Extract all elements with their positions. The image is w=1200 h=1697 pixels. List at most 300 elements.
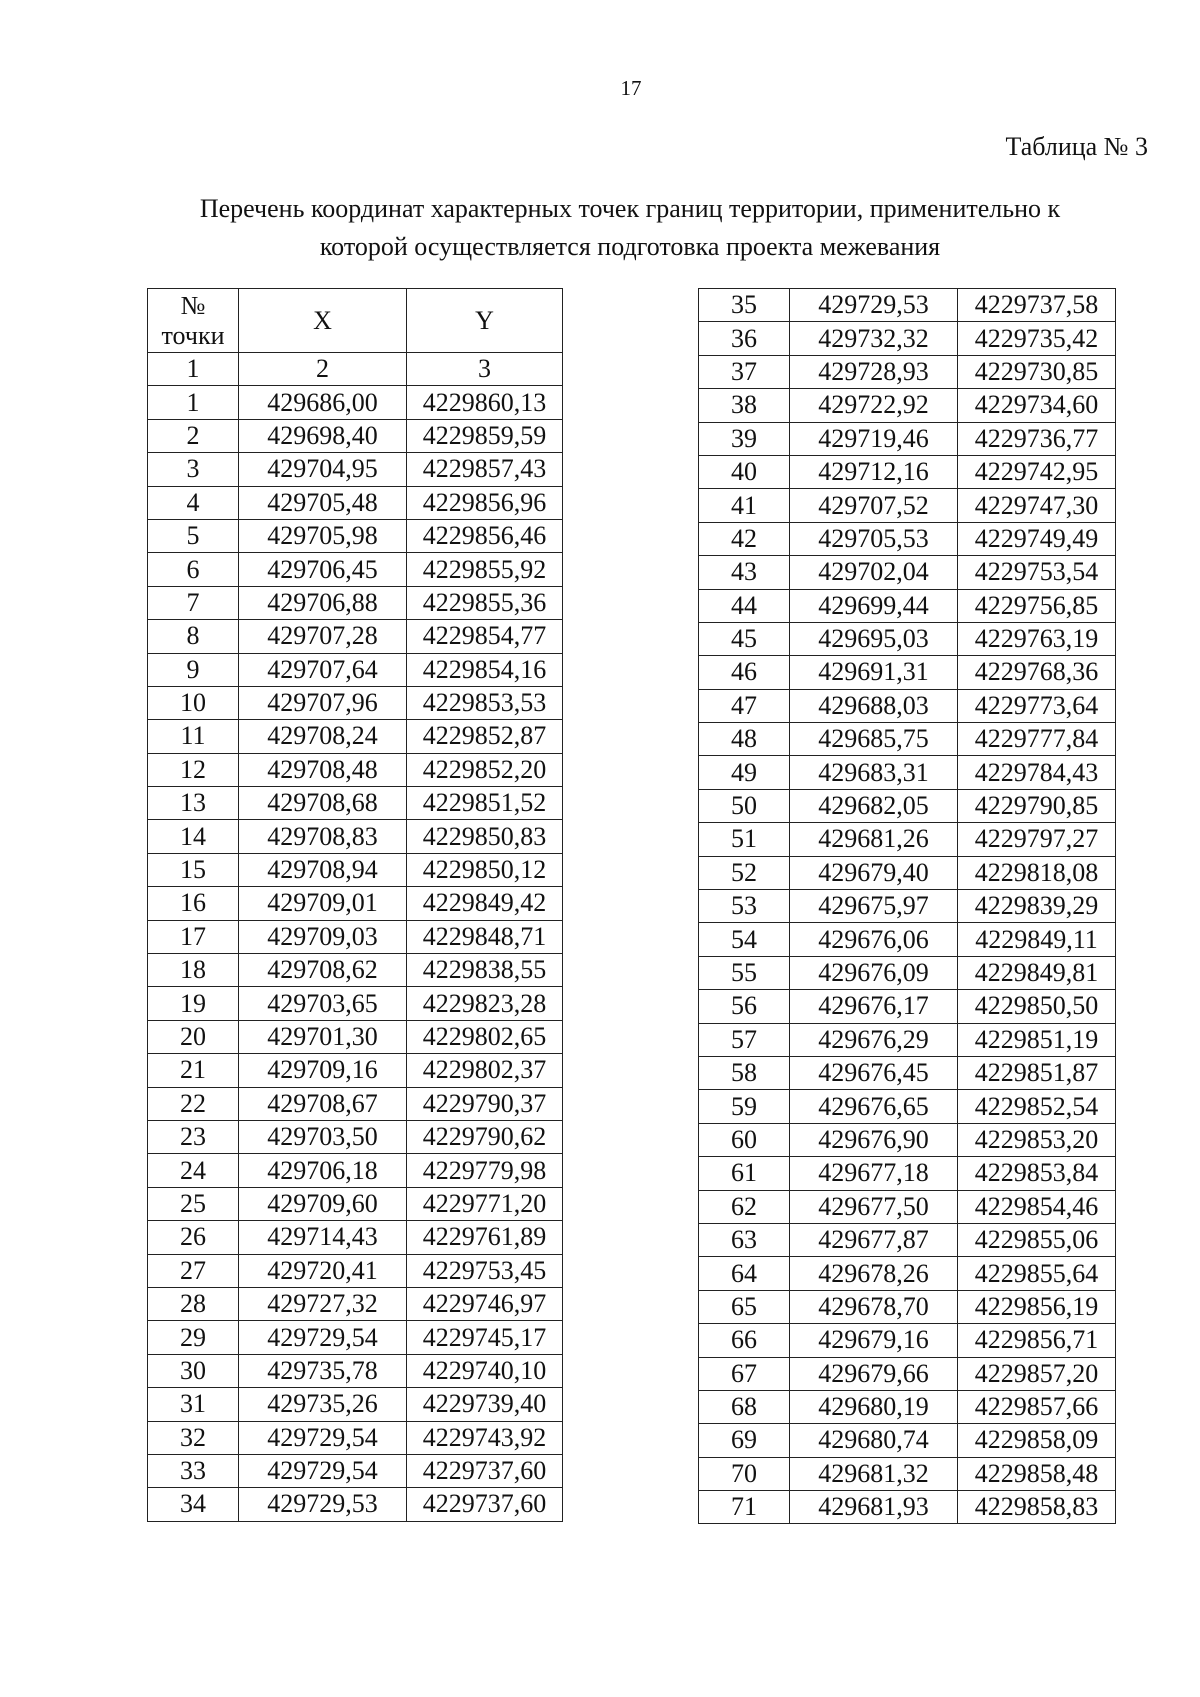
y-coordinate-cell: 4229753,54 [958,556,1116,589]
x-coordinate-cell: 429729,53 [239,1488,407,1521]
point-number-cell: 69 [699,1424,790,1457]
x-coordinate-cell: 429676,09 [790,956,958,989]
y-coordinate-cell: 4229802,65 [407,1020,563,1053]
x-coordinate-cell: 429704,95 [239,453,407,486]
table-row [699,389,1116,422]
y-coordinate-cell: 4229859,59 [407,419,563,452]
table-row [699,1123,1116,1156]
y-coordinate-cell: 4229839,29 [958,890,1116,923]
table-row [148,620,563,653]
y-coordinate-cell: 4229851,52 [407,787,563,820]
table-header-row [148,289,563,353]
y-coordinate-cell: 4229768,36 [958,656,1116,689]
table-row [148,920,563,953]
y-coordinate-cell: 4229856,96 [407,486,563,519]
y-coordinate-cell: 4229849,11 [958,923,1116,956]
point-number-cell: 17 [148,920,239,953]
table-row [699,1257,1116,1290]
header-point-number [148,289,239,353]
y-coordinate-cell: 4229737,60 [407,1454,563,1487]
y-coordinate-cell: 4229857,20 [958,1357,1116,1390]
point-number-cell: 67 [699,1357,790,1390]
x-coordinate-cell: 429727,32 [239,1287,407,1320]
y-coordinate-cell: 4229858,48 [958,1457,1116,1490]
x-coordinate-cell: 429676,65 [790,1090,958,1123]
header-x: X [239,289,407,353]
point-number-cell: 65 [699,1290,790,1323]
y-coordinate-cell: 4229854,77 [407,620,563,653]
table-row [699,756,1116,789]
table-row [148,1020,563,1053]
x-coordinate-cell: 429714,43 [239,1221,407,1254]
y-coordinate-cell: 4229854,16 [407,653,563,686]
x-coordinate-cell: 429708,83 [239,820,407,853]
y-coordinate-cell: 4229797,27 [958,823,1116,856]
x-coordinate-cell: 429707,64 [239,653,407,686]
point-number-cell: 71 [699,1491,790,1524]
column-index: 2 [239,353,407,386]
point-number-cell: 40 [699,455,790,488]
table-row [699,1223,1116,1256]
coordinates-table-right [698,288,1116,1524]
x-coordinate-cell: 429728,93 [790,355,958,388]
y-coordinate-cell: 4229855,92 [407,553,563,586]
point-number-cell: 23 [148,1120,239,1153]
y-coordinate-cell: 4229790,85 [958,789,1116,822]
x-coordinate-cell: 429707,96 [239,686,407,719]
x-coordinate-cell: 429706,18 [239,1154,407,1187]
table-row [148,1287,563,1320]
table-row [148,1254,563,1287]
x-coordinate-cell: 429701,30 [239,1020,407,1053]
point-number-cell: 43 [699,556,790,589]
page-number: 17 [620,76,642,100]
x-coordinate-cell: 429678,70 [790,1290,958,1323]
y-coordinate-cell: 4229777,84 [958,723,1116,756]
y-coordinate-cell: 4229761,89 [407,1221,563,1254]
title-line-1: Перечень координат характерных точек границ территории, применительно к [199,194,1061,223]
y-coordinate-cell: 4229730,85 [958,355,1116,388]
x-coordinate-cell: 429677,50 [790,1190,958,1223]
table-row [699,656,1116,689]
x-coordinate-cell: 429708,94 [239,853,407,886]
table-row [699,1424,1116,1457]
x-coordinate-cell: 429679,40 [790,856,958,889]
x-coordinate-cell: 429681,93 [790,1491,958,1524]
point-number-cell: 2 [148,419,239,452]
x-coordinate-cell: 429708,68 [239,787,407,820]
x-coordinate-cell: 429708,48 [239,753,407,786]
table-row [699,1290,1116,1323]
table-row [148,1354,563,1387]
point-number-cell: 48 [699,723,790,756]
x-coordinate-cell: 429686,00 [239,386,407,419]
table-row [148,419,563,452]
x-coordinate-cell: 429682,05 [790,789,958,822]
y-coordinate-cell: 4229740,10 [407,1354,563,1387]
y-coordinate-cell: 4229848,71 [407,920,563,953]
point-number-cell: 27 [148,1254,239,1287]
point-number-cell: 41 [699,489,790,522]
y-coordinate-cell: 4229858,83 [958,1491,1116,1524]
x-coordinate-cell: 429735,26 [239,1388,407,1421]
y-coordinate-cell: 4229850,12 [407,853,563,886]
x-coordinate-cell: 429679,16 [790,1324,958,1357]
point-number-cell: 55 [699,956,790,989]
y-coordinate-cell: 4229773,64 [958,689,1116,722]
y-coordinate-cell: 4229737,58 [958,289,1116,322]
x-coordinate-cell: 429676,90 [790,1123,958,1156]
y-coordinate-cell: 4229784,43 [958,756,1116,789]
table-row [699,622,1116,655]
table-row [148,586,563,619]
point-number-cell: 16 [148,887,239,920]
point-number-cell: 50 [699,789,790,822]
y-coordinate-cell: 4229735,42 [958,322,1116,355]
point-number-cell: 25 [148,1187,239,1220]
y-coordinate-cell: 4229850,50 [958,990,1116,1023]
x-coordinate-cell: 429698,40 [239,419,407,452]
point-number-cell: 59 [699,1090,790,1123]
x-coordinate-cell: 429707,52 [790,489,958,522]
point-number-cell: 29 [148,1321,239,1354]
table-row [148,486,563,519]
document-title [130,190,1130,266]
x-coordinate-cell: 429709,03 [239,920,407,953]
x-coordinate-cell: 429675,97 [790,890,958,923]
y-coordinate-cell: 4229838,55 [407,954,563,987]
x-coordinate-cell: 429735,78 [239,1354,407,1387]
y-coordinate-cell: 4229802,37 [407,1054,563,1087]
point-number-cell: 9 [148,653,239,686]
y-coordinate-cell: 4229749,49 [958,522,1116,555]
table-label: Таблица № 3 [1005,132,1148,161]
x-coordinate-cell: 429712,16 [790,455,958,488]
table-row [699,1190,1116,1223]
point-number-cell: 3 [148,453,239,486]
y-coordinate-cell: 4229753,45 [407,1254,563,1287]
y-coordinate-cell: 4229763,19 [958,622,1116,655]
point-number-cell: 11 [148,720,239,753]
y-coordinate-cell: 4229743,92 [407,1421,563,1454]
point-number-cell: 7 [148,586,239,619]
x-coordinate-cell: 429709,60 [239,1187,407,1220]
table-row [699,1357,1116,1390]
table-row [699,723,1116,756]
x-coordinate-cell: 429676,06 [790,923,958,956]
table-row [699,823,1116,856]
x-coordinate-cell: 429676,17 [790,990,958,1023]
table-row [699,455,1116,488]
y-coordinate-cell: 4229852,20 [407,753,563,786]
x-coordinate-cell: 429722,92 [790,389,958,422]
table-row [699,689,1116,722]
table-row [699,789,1116,822]
x-coordinate-cell: 429685,75 [790,723,958,756]
point-number-cell: 54 [699,923,790,956]
point-number-cell: 51 [699,823,790,856]
y-coordinate-cell: 4229855,06 [958,1223,1116,1256]
column-index: 1 [148,353,239,386]
x-coordinate-cell: 429691,31 [790,656,958,689]
point-number-cell: 37 [699,355,790,388]
point-number-cell: 57 [699,1023,790,1056]
x-coordinate-cell: 429677,18 [790,1157,958,1190]
point-number-cell: 46 [699,656,790,689]
point-number-cell: 13 [148,787,239,820]
table-row [699,1157,1116,1190]
y-coordinate-cell: 4229854,46 [958,1190,1116,1223]
point-number-cell: 32 [148,1421,239,1454]
y-coordinate-cell: 4229737,60 [407,1488,563,1521]
point-number-cell: 10 [148,686,239,719]
point-number-cell: 21 [148,1054,239,1087]
x-coordinate-cell: 429705,53 [790,522,958,555]
point-number-cell: 28 [148,1287,239,1320]
table-row [148,686,563,719]
point-number-cell: 22 [148,1087,239,1120]
y-coordinate-cell: 4229818,08 [958,856,1116,889]
table-row [699,1457,1116,1490]
x-coordinate-cell: 429705,48 [239,486,407,519]
point-number-cell: 33 [148,1454,239,1487]
y-coordinate-cell: 4229860,13 [407,386,563,419]
table-column-index-row [148,353,563,386]
table-row [699,589,1116,622]
y-coordinate-cell: 4229852,54 [958,1090,1116,1123]
x-coordinate-cell: 429707,28 [239,620,407,653]
point-number-cell: 34 [148,1488,239,1521]
y-coordinate-cell: 4229855,36 [407,586,563,619]
point-number-cell: 56 [699,990,790,1023]
point-number-cell: 64 [699,1257,790,1290]
table-row [148,453,563,486]
x-coordinate-cell: 429708,67 [239,1087,407,1120]
x-coordinate-cell: 429683,31 [790,756,958,789]
table-row [699,522,1116,555]
table-row [148,1454,563,1487]
table-row [148,887,563,920]
x-coordinate-cell: 429703,50 [239,1120,407,1153]
table-row [148,1087,563,1120]
y-coordinate-cell: 4229849,81 [958,956,1116,989]
x-coordinate-cell: 429677,87 [790,1223,958,1256]
table-row [148,1388,563,1421]
x-coordinate-cell: 429708,62 [239,954,407,987]
y-coordinate-cell: 4229745,17 [407,1321,563,1354]
point-number-cell: 36 [699,322,790,355]
point-number-cell: 26 [148,1221,239,1254]
point-number-cell: 62 [699,1190,790,1223]
table-row [699,1390,1116,1423]
x-coordinate-cell: 429719,46 [790,422,958,455]
x-coordinate-cell: 429676,45 [790,1056,958,1089]
point-number-cell: 52 [699,856,790,889]
y-coordinate-cell: 4229855,64 [958,1257,1116,1290]
table-row [148,1054,563,1087]
table-row [699,422,1116,455]
point-number-cell: 24 [148,1154,239,1187]
x-coordinate-cell: 429729,54 [239,1321,407,1354]
y-coordinate-cell: 4229853,53 [407,686,563,719]
table-row [148,1221,563,1254]
point-number-cell: 49 [699,756,790,789]
y-coordinate-cell: 4229747,30 [958,489,1116,522]
table-row [148,519,563,552]
y-coordinate-cell: 4229790,37 [407,1087,563,1120]
point-number-cell: 12 [148,753,239,786]
table-row [148,1321,563,1354]
table-row [699,355,1116,388]
point-number-cell: 31 [148,1388,239,1421]
table-row [148,1488,563,1521]
table-row [148,1120,563,1153]
y-coordinate-cell: 4229857,66 [958,1390,1116,1423]
x-coordinate-cell: 429709,01 [239,887,407,920]
point-number-cell: 63 [699,1223,790,1256]
point-number-cell: 61 [699,1157,790,1190]
point-number-cell: 44 [699,589,790,622]
table-row [148,787,563,820]
y-coordinate-cell: 4229742,95 [958,455,1116,488]
x-coordinate-cell: 429702,04 [790,556,958,589]
point-number-cell: 35 [699,289,790,322]
y-coordinate-cell: 4229823,28 [407,987,563,1020]
table-row [699,1324,1116,1357]
point-number-cell: 14 [148,820,239,853]
point-number-cell: 6 [148,553,239,586]
table-row [699,856,1116,889]
point-number-cell: 1 [148,386,239,419]
point-number-cell: 42 [699,522,790,555]
table-row [148,1154,563,1187]
y-coordinate-cell: 4229850,83 [407,820,563,853]
x-coordinate-cell: 429699,44 [790,589,958,622]
point-number-cell: 30 [148,1354,239,1387]
point-number-cell: 53 [699,890,790,923]
x-coordinate-cell: 429681,26 [790,823,958,856]
point-number-cell: 70 [699,1457,790,1490]
header-y: Y [407,289,563,353]
table-row [699,956,1116,989]
x-coordinate-cell: 429676,29 [790,1023,958,1056]
y-coordinate-cell: 4229858,09 [958,1424,1116,1457]
y-coordinate-cell: 4229790,62 [407,1120,563,1153]
point-number-cell: 5 [148,519,239,552]
x-coordinate-cell: 429705,98 [239,519,407,552]
x-coordinate-cell: 429729,54 [239,1454,407,1487]
table-row [699,322,1116,355]
table-row [148,853,563,886]
header-no-sign: № [180,290,206,320]
point-number-cell: 68 [699,1390,790,1423]
table-row [699,289,1116,322]
x-coordinate-cell: 429729,53 [790,289,958,322]
y-coordinate-cell: 4229856,19 [958,1290,1116,1323]
x-coordinate-cell: 429679,66 [790,1357,958,1390]
y-coordinate-cell: 4229852,87 [407,720,563,753]
x-coordinate-cell: 429708,24 [239,720,407,753]
y-coordinate-cell: 4229756,85 [958,589,1116,622]
table-row [699,556,1116,589]
x-coordinate-cell: 429680,74 [790,1424,958,1457]
x-coordinate-cell: 429695,03 [790,622,958,655]
y-coordinate-cell: 4229851,19 [958,1023,1116,1056]
y-coordinate-cell: 4229851,87 [958,1056,1116,1089]
point-number-cell: 60 [699,1123,790,1156]
y-coordinate-cell: 4229853,20 [958,1123,1116,1156]
x-coordinate-cell: 429703,65 [239,987,407,1020]
table-row [148,653,563,686]
point-number-cell: 58 [699,1056,790,1089]
x-coordinate-cell: 429681,32 [790,1457,958,1490]
point-number-cell: 15 [148,853,239,886]
table-row [148,386,563,419]
y-coordinate-cell: 4229849,42 [407,887,563,920]
y-coordinate-cell: 4229857,43 [407,453,563,486]
table-row [148,753,563,786]
x-coordinate-cell: 429732,32 [790,322,958,355]
x-coordinate-cell: 429688,03 [790,689,958,722]
point-number-cell: 39 [699,422,790,455]
table-row [148,820,563,853]
table-row [699,1491,1116,1524]
point-number-cell: 19 [148,987,239,1020]
table-row [699,1056,1116,1089]
x-coordinate-cell: 429720,41 [239,1254,407,1287]
table-row [148,1187,563,1220]
title-line-2: которой осуществляется подготовка проекта межевания [319,232,941,261]
x-coordinate-cell: 429678,26 [790,1257,958,1290]
column-index: 3 [407,353,563,386]
y-coordinate-cell: 4229746,97 [407,1287,563,1320]
table-row [148,1421,563,1454]
point-number-cell: 47 [699,689,790,722]
x-coordinate-cell: 429680,19 [790,1390,958,1423]
table-row [148,553,563,586]
table-row [699,923,1116,956]
point-number-cell: 4 [148,486,239,519]
y-coordinate-cell: 4229779,98 [407,1154,563,1187]
coordinates-table-left [147,288,563,1522]
y-coordinate-cell: 4229736,77 [958,422,1116,455]
y-coordinate-cell: 4229734,60 [958,389,1116,422]
table-row [699,489,1116,522]
point-number-cell: 38 [699,389,790,422]
x-coordinate-cell: 429706,45 [239,553,407,586]
table-row [699,1023,1116,1056]
header-no-word: точки [161,320,225,350]
y-coordinate-cell: 4229771,20 [407,1187,563,1220]
table-row [699,1090,1116,1123]
x-coordinate-cell: 429706,88 [239,586,407,619]
point-number-cell: 20 [148,1020,239,1053]
table-row [148,954,563,987]
y-coordinate-cell: 4229856,71 [958,1324,1116,1357]
point-number-cell: 66 [699,1324,790,1357]
y-coordinate-cell: 4229739,40 [407,1388,563,1421]
table-row [699,990,1116,1023]
x-coordinate-cell: 429729,54 [239,1421,407,1454]
point-number-cell: 18 [148,954,239,987]
table-row [148,987,563,1020]
point-number-cell: 8 [148,620,239,653]
y-coordinate-cell: 4229856,46 [407,519,563,552]
table-row [699,890,1116,923]
x-coordinate-cell: 429709,16 [239,1054,407,1087]
point-number-cell: 45 [699,622,790,655]
y-coordinate-cell: 4229853,84 [958,1157,1116,1190]
